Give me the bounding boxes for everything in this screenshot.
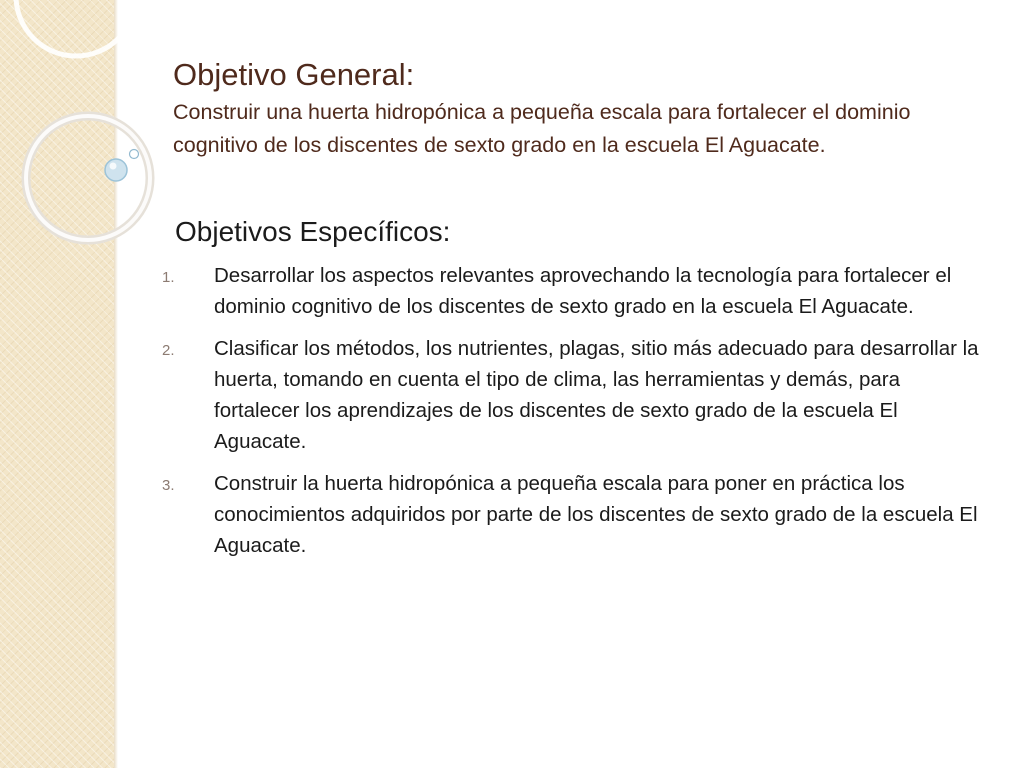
objective-number: 2. <box>162 342 175 359</box>
small-dot <box>130 150 139 159</box>
slide-title: Objetivo General: <box>173 57 415 92</box>
objectives-list <box>162 260 995 561</box>
objective-text: Desarrollar los aspectos relevantes aprovechando la tecnología para fortalecer el dominio cognitivo de los discentes de sexto grado en la escuela El Aguacate. <box>214 264 952 318</box>
general-objective-text: Construir una huerta hidropónica a pequeña escala para fortalecer el dominio cognitivo de los discentes de sexto grado en la escuela El Aguacate. <box>173 100 911 157</box>
specific-objectives-heading: Objetivos Específicos: <box>175 216 451 247</box>
objective-item-1 <box>162 260 979 322</box>
objective-item-3 <box>162 468 979 561</box>
objective-number: 1. <box>162 269 175 286</box>
top-ring <box>16 0 136 56</box>
title-block <box>173 56 973 162</box>
objective-item-2 <box>162 333 979 457</box>
bubble-highlight <box>110 163 117 170</box>
specific-objectives <box>162 214 995 572</box>
blue-bubble <box>105 159 127 181</box>
objective-text: Clasificar los métodos, los nutrientes, plagas, sitio más adecuado para desarrollar la huerta, tomando en cuenta el tipo de clima, las herramientas y demás, para fortalecer los aprendizajes de los discentes de sexto grado de la escuela El Aguacate. <box>214 337 979 453</box>
large-ring <box>26 116 150 240</box>
objective-number: 3. <box>162 477 175 494</box>
objective-text: Construir la huerta hidropónica a pequeña escala para poner en práctica los conocimientos adquiridos por parte de los discentes de sexto grado de la escuela El Aguacate. <box>214 472 978 557</box>
